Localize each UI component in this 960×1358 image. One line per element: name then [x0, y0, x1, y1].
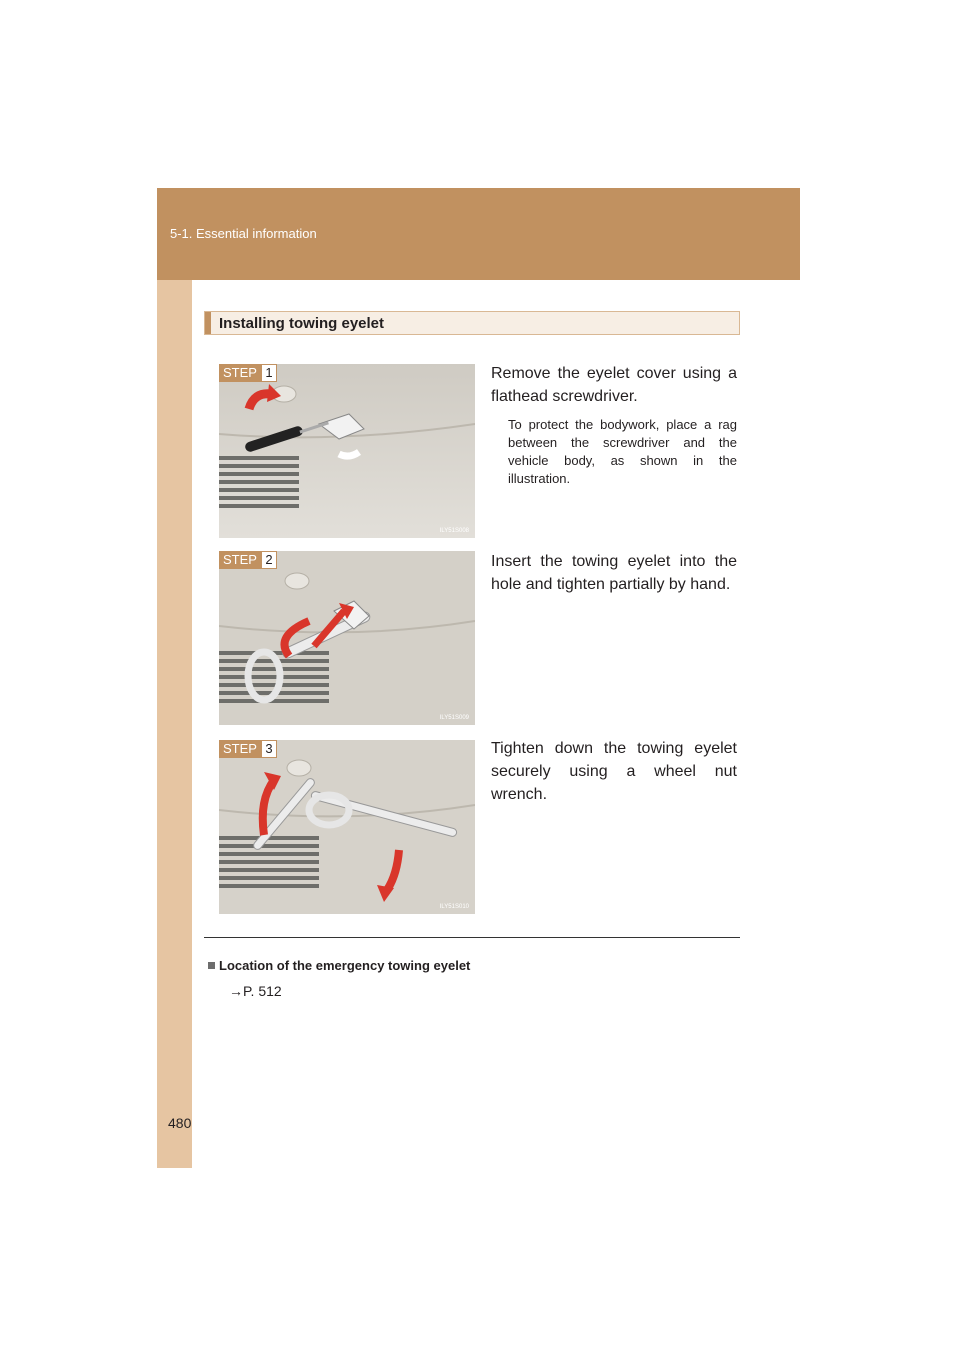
step-2-illustration [219, 551, 475, 725]
step-3-drawing [219, 740, 475, 914]
info-heading [208, 958, 470, 973]
step-2-text: Insert the towing eyelet into the hole and tighten partially by hand. [491, 553, 737, 593]
side-strip [157, 188, 192, 1168]
info-page-reference: →P. 512 [229, 983, 282, 999]
page-title: Installing towing eyelet [219, 315, 385, 332]
section-divider [204, 937, 740, 938]
step-2-image-code: ILY51S009 [439, 715, 469, 721]
section-label: 5-1. Essential information [170, 226, 317, 241]
step-1-badge: STEP 1 [219, 364, 277, 382]
step-3-badge: STEP 3 [219, 740, 277, 758]
step-1-illustration [219, 364, 475, 538]
step-2-badge: STEP 2 [219, 551, 277, 569]
bullet-square-icon [208, 962, 215, 969]
step-1-drawing [219, 364, 475, 538]
page-number: 480 [168, 1115, 192, 1131]
section-title-bar [204, 311, 740, 335]
step-1-note: To protect the bodywork, place a rag between the screwdriver and the vehicle body, as shown in the illustration. [508, 417, 737, 486]
step-3-illustration [219, 740, 475, 914]
step-3-image-code: ILY51S010 [439, 904, 469, 910]
info-heading-text: Location of the emergency towing eyelet [219, 958, 471, 973]
step-2-drawing [219, 551, 475, 725]
step-1-image-code: ILY51S008 [439, 528, 469, 534]
step-1-text: Remove the eyelet cover using a flathead screwdriver. [491, 365, 737, 405]
title-accent [205, 312, 211, 334]
step-3-text: Tighten down the towing eyelet securely using a wheel nut wrench. [491, 740, 737, 803]
